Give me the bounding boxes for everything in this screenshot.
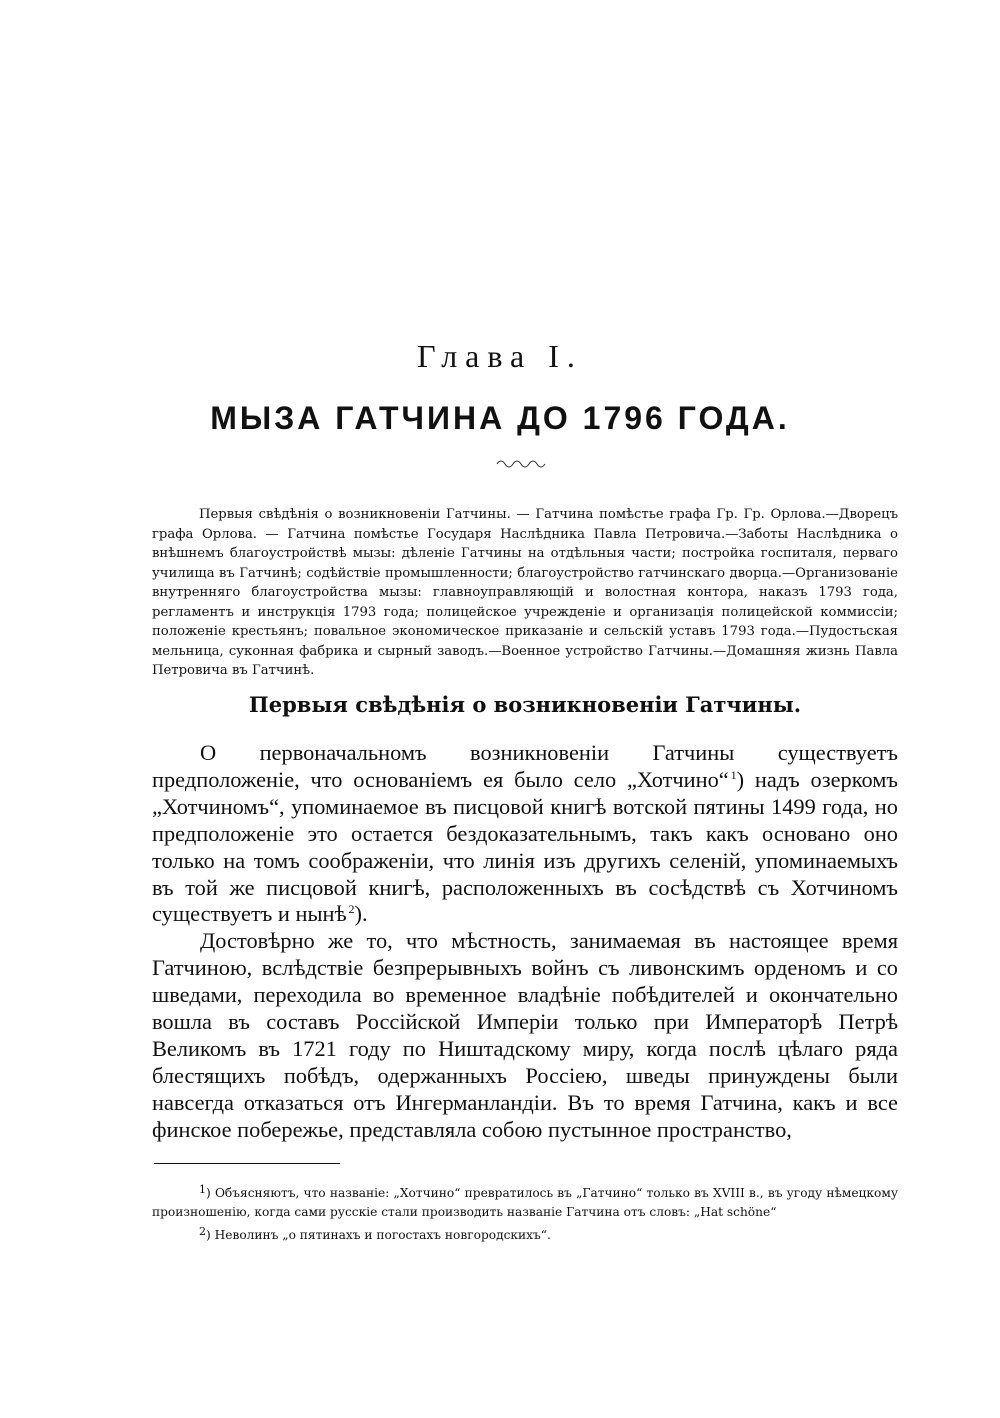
section-heading: Первыя свѣдѣнія о возникновеніи Гатчины. (248, 692, 802, 717)
footnote-1-text: ) Объясняютъ, что названіе: „Хотчино“ превратилось въ „Гатчино“ только въ XVIII в., въ угоду нѣмецкому произношенію, когда сами русскіе стали производить названіе Гатчина отъ словъ: „Hat schöne“ (152, 1186, 898, 1219)
footnote-1 (152, 1180, 898, 1222)
paragraph-1-text-a: О первоначальномъ возникновеніи Гатчины существуетъ предположеніе, что основаніемъ ея было село „Хотчино“ (152, 740, 898, 792)
footnote-ref-1: 1 (730, 767, 737, 782)
body-text (152, 740, 898, 1144)
footnote-separator (154, 1163, 340, 1164)
chapter-label: Глава I. (417, 338, 583, 374)
flourish-ornament-icon (495, 455, 547, 469)
footnote-2-text: ) Неволинъ „о пятинахъ и погостахъ новгородскихъ“. (206, 1228, 551, 1242)
chapter-summary: Первыя свѣдѣнія о возникновеніи Гатчины. — Гатчина помѣстье графа Гр. Гр. Орлова.—Дворецъ графа Орлова. — Гатчина помѣстье Государя Наслѣдника Павла Петровича.—Заботы Наслѣдника о внѣшнемъ благоустройствѣ мызы: дѣленіе Гатчины на отдѣльныя части; постройка госпиталя, перваго училища въ Гатчинѣ; содѣйствіе промышленности; благоустройство гатчинскаго дворца.—Организованіе внутренняго благоустройства мызы: главноуправляющій и волостная контора, наказъ 1793 года, регламентъ и инструкція 1793 года; полицейское учрежденіе и организація полицейской коммиссіи; положеніе крестьянъ; повальное экономическое приказаніе и сельскій уставъ 1793 года.—Пудостьская мельница, суконная фабрика и сырный заводъ.—Военное устройство Гатчины.—Домашняя жизнь Павла Петровича въ Гатчинѣ. (152, 507, 898, 678)
footnote-1-mark: 1 (199, 1183, 206, 1196)
paragraph-1-text-c: ). (354, 901, 368, 927)
footnote-2-mark: 2 (199, 1225, 206, 1238)
paragraph-1-text-b: ) надъ озеркомъ „Хотчиномъ“, упоминаемое въ писцовой книгѣ вотской пятины 1499 года, но предположеніе это остается бездоказательнымъ, такъ какъ основано оно только на томъ соображеніи, что линія изъ другихъ селеній, упоминаемыхъ въ той же писцовой книгѣ, расположенныхъ въ сосѣдствѣ съ Хотчиномъ существуетъ и нынѣ (152, 766, 898, 927)
paragraph-2: Достовѣрно же то, что мѣстность, занимаемая въ настоящее время Гатчиною, вслѣдствіе безпрерывныхъ войнъ съ ливонскимъ орденомъ и со шведами, переходила во временное владѣніе побѣдителей и окончательно вошла въ составъ Россійской Имперіи только при Императорѣ Петрѣ Великомъ въ 1721 году по Ништадскому миру, когда послѣ цѣлаго ряда блестящихъ побѣдъ, одержанныхъ Россіею, шведы принуждены были навсегда отказаться отъ Ингерманландіи. Въ то время Гатчина, какъ и все финское побережье, представляла собою пустынное пространство, (152, 928, 898, 1142)
footnote-ref-2: 2 (348, 902, 355, 917)
paragraph-1 (152, 740, 898, 928)
footnotes (152, 1180, 898, 1245)
chapter-title: МЫЗА ГАТЧИНА ДО 1796 ГОДА. (210, 400, 790, 436)
footnote-2 (152, 1222, 898, 1245)
